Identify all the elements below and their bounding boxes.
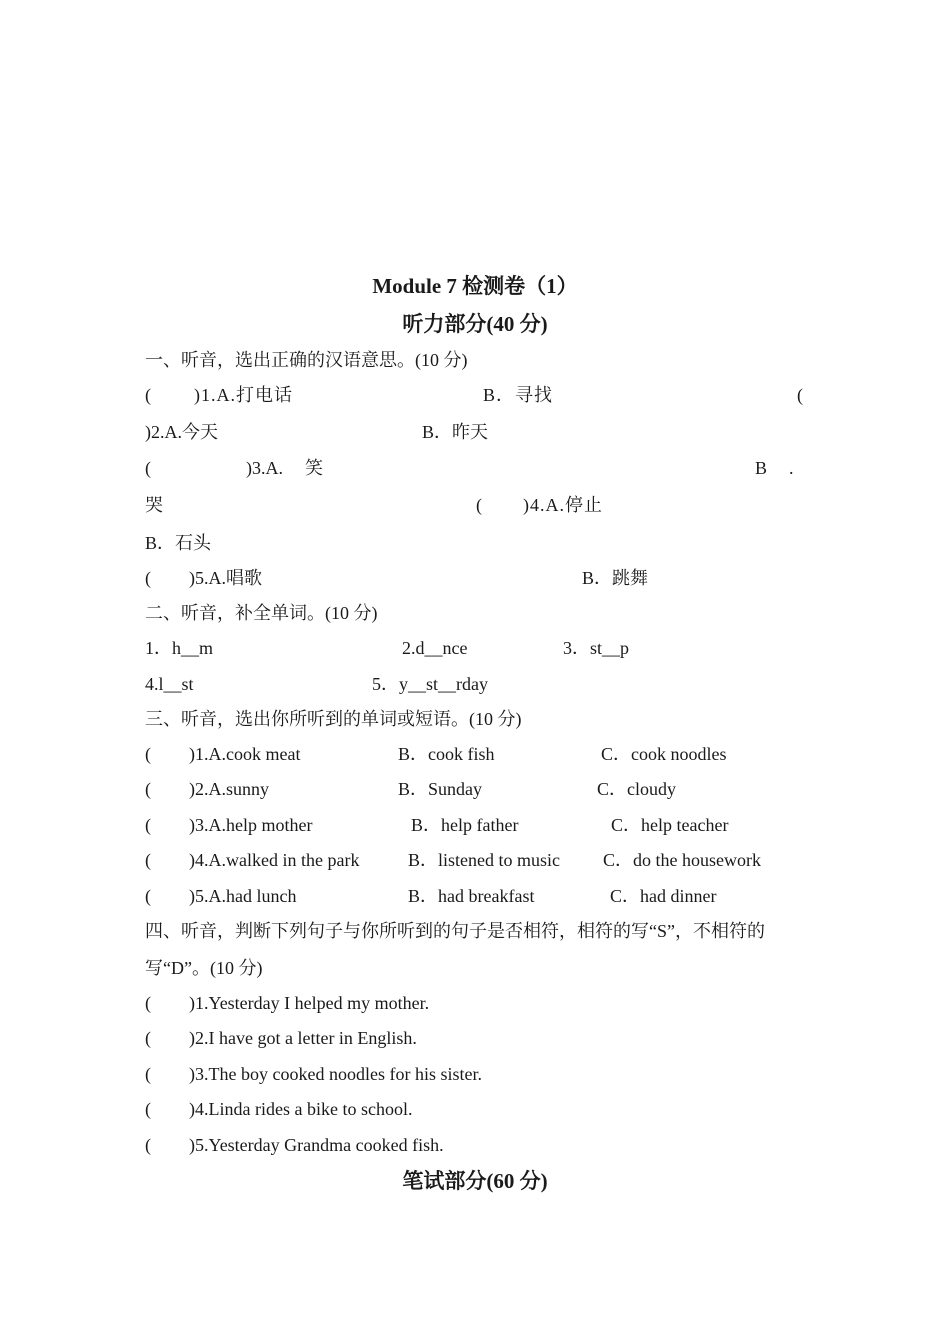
sec1-line-5 <box>145 530 805 556</box>
sec1-q3-option-a-text: 笑 <box>305 458 323 478</box>
sec3-option-a: )5.A.had lunch <box>189 886 297 906</box>
sec1-line-6 <box>145 565 805 591</box>
sec3-option-b: B．help father <box>411 815 519 835</box>
answer-paren: ( <box>145 744 151 764</box>
sec3-row <box>145 812 805 838</box>
answer-paren: ( <box>145 458 151 478</box>
section-2-heading: 二、听音，补全单词。(10 分) <box>145 603 378 623</box>
answer-paren: ( <box>145 1099 151 1119</box>
sec1-q4-option-a: )4.A.停止 <box>523 495 603 515</box>
listening-section-title: 听力部分(40 分) <box>402 312 548 336</box>
sec3-option-a: )4.A.walked in the park <box>189 850 360 870</box>
sec3-option-b: B．Sunday <box>398 779 483 799</box>
answer-paren: ( <box>145 1028 151 1048</box>
sec1-q3-option-a-label: )3.A. <box>246 458 283 478</box>
sec1-q3-option-b-text: 哭 <box>145 495 163 515</box>
sec2-q2: 2.d__nce <box>402 638 468 658</box>
sec4-statement: )2.I have got a letter in English. <box>189 1028 417 1048</box>
sec1-q2-option-a: )2.A.今天 <box>145 422 218 442</box>
answer-paren: ( <box>145 568 151 588</box>
sec3-option-c: C．help teacher <box>611 815 729 835</box>
sec2-q5: 5．y__st__rday <box>372 674 488 694</box>
sec1-q4-option-b: B．石头 <box>145 533 212 553</box>
sec1-q3-option-b-dot: . <box>789 458 794 478</box>
sec1-q1-option-b: B．寻找 <box>483 385 554 405</box>
sec4-row <box>145 990 805 1016</box>
sec3-option-b: B．had breakfast <box>408 886 535 906</box>
answer-paren: ( <box>797 385 803 405</box>
section-1-heading: 一、听音，选出正确的汉语意思。(10 分) <box>145 350 468 370</box>
sec4-statement: )3.The boy cooked noodles for his sister. <box>189 1064 482 1084</box>
writing-section-title: 笔试部分(60 分) <box>402 1169 548 1193</box>
sec1-q3-option-b-label: B <box>755 458 768 478</box>
sec3-option-a: )2.A.sunny <box>189 779 269 799</box>
answer-paren: ( <box>145 850 151 870</box>
sec4-row <box>145 1096 805 1122</box>
page-title: Module 7 检测卷（1） <box>372 274 578 298</box>
sec3-option-c: C．cook noodles <box>601 744 727 764</box>
sec3-option-a: )3.A.help mother <box>189 815 313 835</box>
sec1-q5-option-a: )5.A.唱歌 <box>189 568 262 588</box>
sec3-option-c: C．cloudy <box>597 779 676 799</box>
sec4-statement: )5.Yesterday Grandma cooked fish. <box>189 1135 444 1155</box>
sec2-line-2 <box>145 671 805 697</box>
sec1-line-3 <box>145 455 805 481</box>
answer-paren: ( <box>476 495 482 515</box>
answer-paren: ( <box>145 815 151 835</box>
sec3-option-c: C．do the housework <box>603 850 761 870</box>
sec3-option-a: )1.A.cook meat <box>189 744 301 764</box>
answer-paren: ( <box>145 886 151 906</box>
section-4-heading-cont: 写“D”。(10 分) <box>145 958 263 978</box>
sec4-row <box>145 1061 805 1087</box>
sec4-row <box>145 1132 805 1158</box>
sec1-line-2 <box>145 419 805 445</box>
sec3-option-b: B．listened to music <box>408 850 560 870</box>
sec4-row <box>145 1025 805 1051</box>
sec4-statement: )1.Yesterday I helped my mother. <box>189 993 430 1013</box>
sec3-row <box>145 847 805 873</box>
answer-paren: ( <box>145 1135 151 1155</box>
sec3-row <box>145 741 805 767</box>
sec2-q3: 3．st__p <box>563 638 630 658</box>
sec2-line-1 <box>145 635 805 661</box>
answer-paren: ( <box>145 779 151 799</box>
sec1-q1-option-a: )1.A.打电话 <box>194 385 293 405</box>
sec2-q4: 4.l__st <box>145 674 194 694</box>
sec1-line-4 <box>145 492 805 518</box>
section-3-heading: 三、听音，选出你所听到的单词或短语。(10 分) <box>145 709 522 729</box>
sec1-q5-option-b: B．跳舞 <box>582 568 649 588</box>
sec3-option-c: C．had dinner <box>610 886 717 906</box>
section-4-heading: 四、听音，判断下列句子与你所听到的句子是否相符，相符的写“S”，不相符的 <box>145 921 765 941</box>
answer-paren: ( <box>145 1064 151 1084</box>
answer-paren: ( <box>145 993 151 1013</box>
sec3-option-b: B．cook fish <box>398 744 495 764</box>
sec3-row <box>145 883 805 909</box>
sec3-row <box>145 776 805 802</box>
sec2-q1: 1．h__m <box>145 638 214 658</box>
answer-paren: ( <box>145 385 151 405</box>
sec4-statement: )4.Linda rides a bike to school. <box>189 1099 413 1119</box>
sec1-line-1 <box>145 382 805 408</box>
sec1-q2-option-b: B．昨天 <box>422 422 489 442</box>
